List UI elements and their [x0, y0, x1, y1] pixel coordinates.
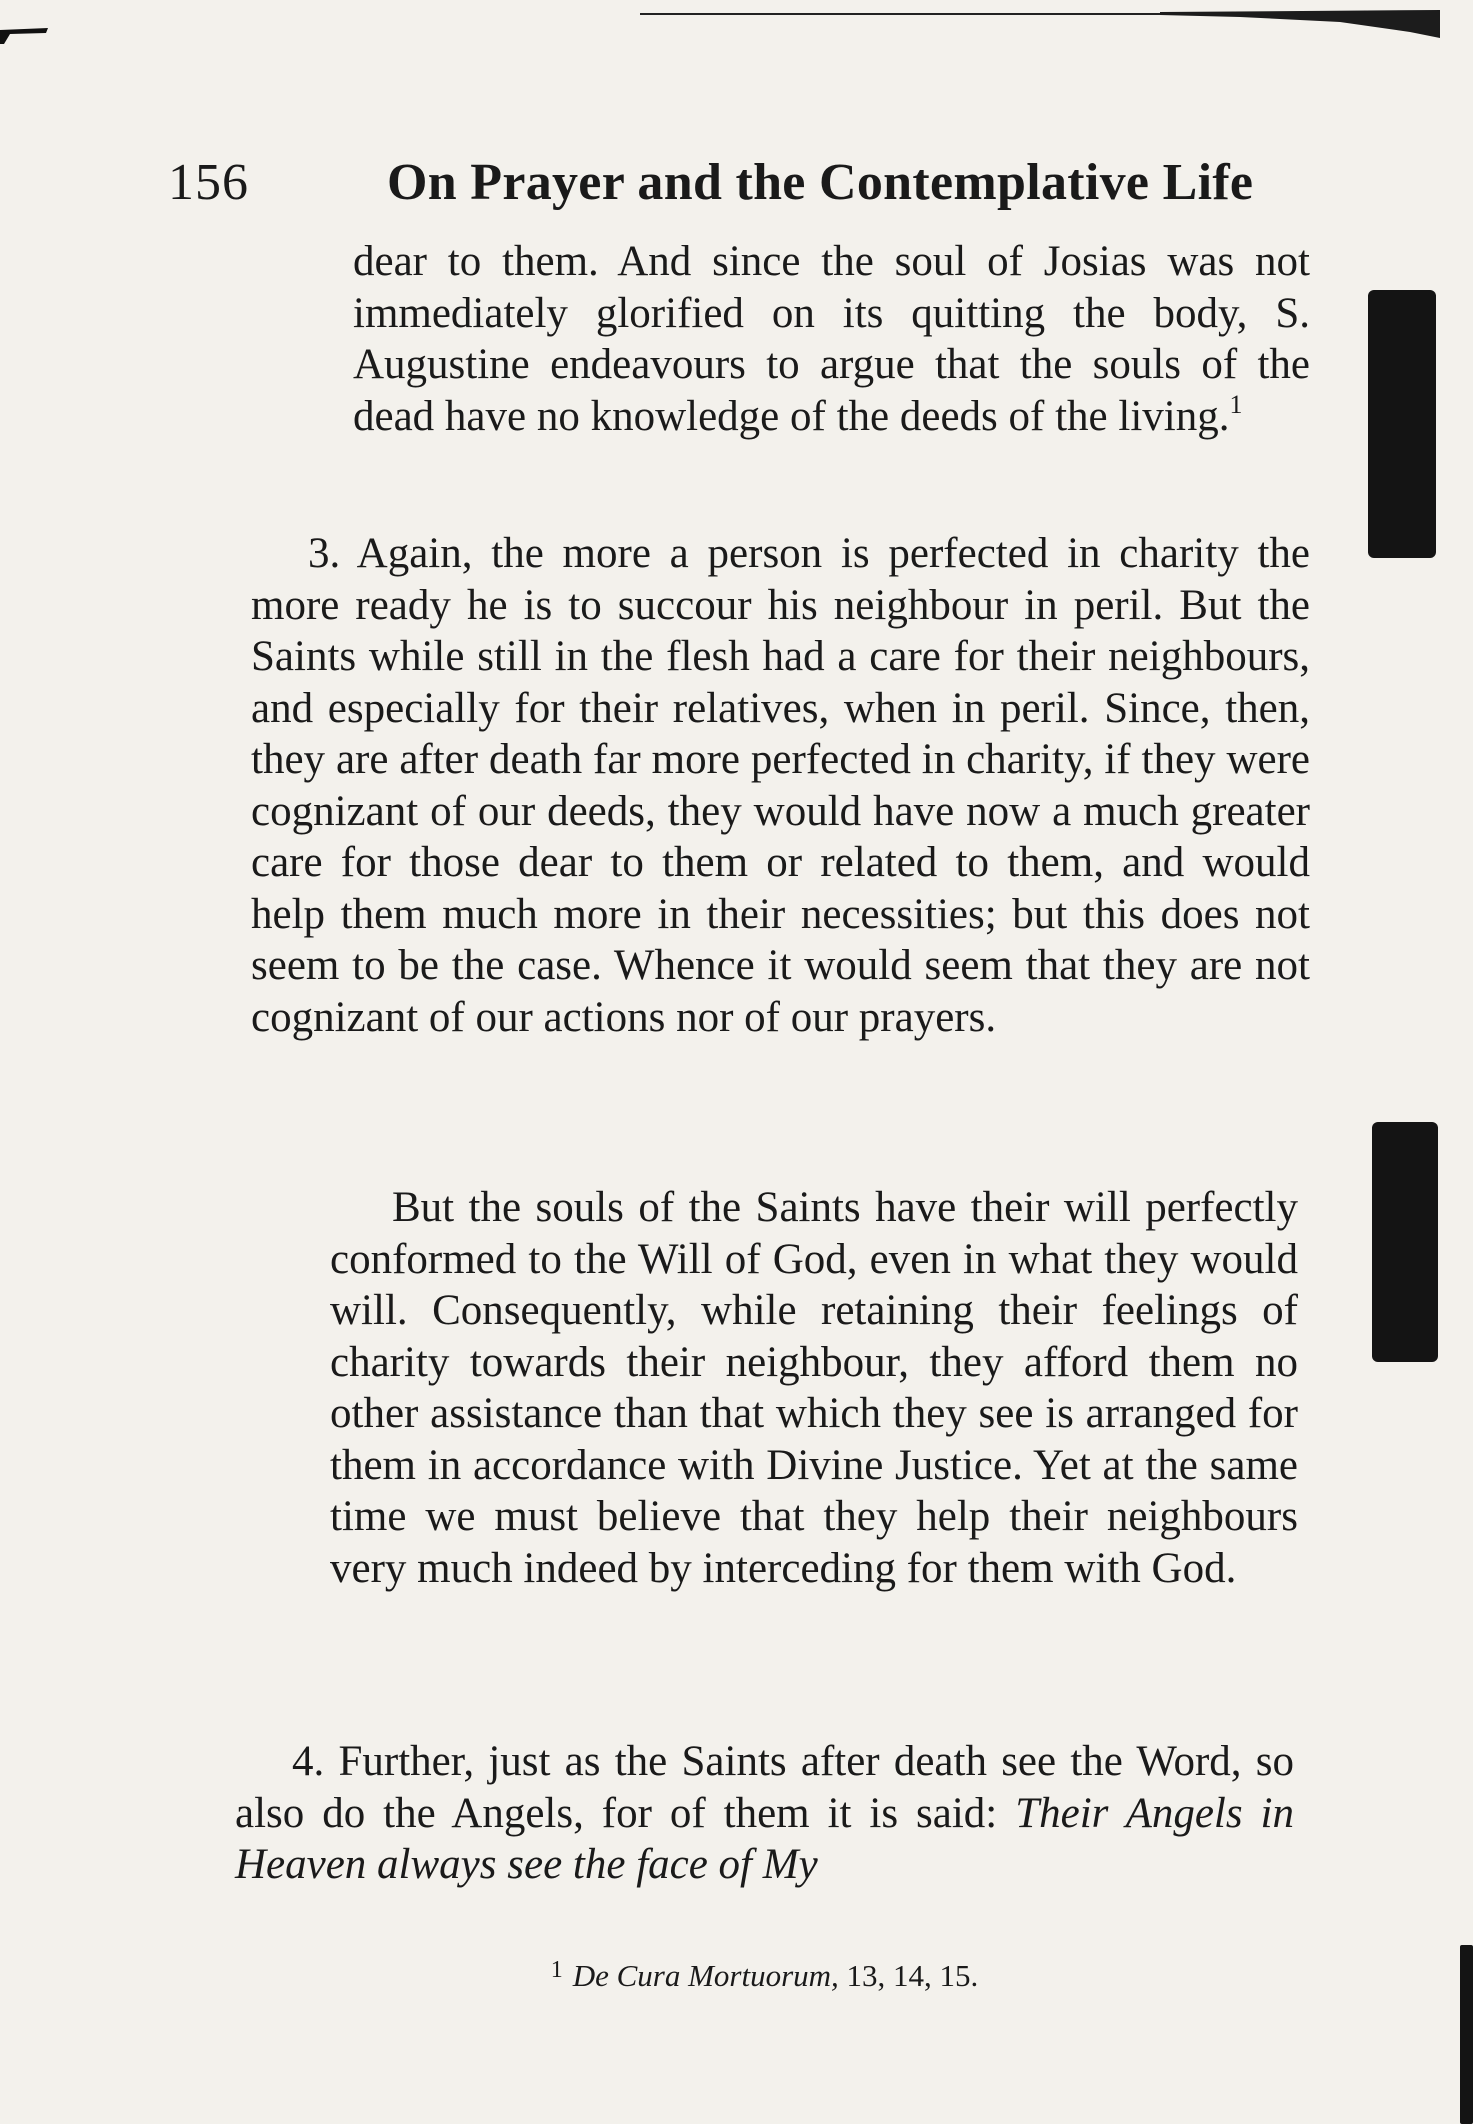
- footnote-reference: 1: [1229, 389, 1243, 419]
- paragraph-text: 3. Again, the more a person is perfected in charity the more ready he is to succour his neighbour in peril. But the Saints while still in the flesh had a care for their neighbours, and especially for their relatives, when in peril. Since, then, they are after death far more perfected in charity, if they were cognizant of our deeds, they would have now a much greater care for those dear to them or related to them, and would help them much more in their necessities; but this does not seem to be the case. Whence it would seem that they are not cognizant of our actions nor of our prayers.: [251, 530, 1310, 1041]
- scan-blob-middle: [1372, 1122, 1438, 1362]
- scripture-quotation: Their Angels in Heaven always see the face of My: [235, 1789, 1294, 1888]
- scan-rule-top: [640, 8, 1440, 38]
- scan-blob-lower: [1460, 1945, 1473, 2124]
- footnote-ref: 13, 14, 15.: [846, 1958, 979, 1993]
- footnote: [235, 1950, 1294, 1996]
- footnote-title: De Cura Mortuorum,: [572, 1958, 839, 1993]
- paragraph-text: dear to them. And since the soul of Josias was not immediately glorified on its quitting the body, S. Augustine endeavours to argue that the souls of the dead have no knowledge of the deeds of the living.: [353, 238, 1310, 440]
- paragraph-objection-4: [235, 1736, 1294, 1891]
- paragraph-reply-3: [330, 1182, 1298, 1594]
- paragraph-text: But the souls of the Saints have their will perfectly conformed to the Will of God, even in what they would will. Consequently, while retaining their feelings of charity towards their neighbour, they afford them no other assistance than that which they see is arranged for them in accordance with Divine Justice. Yet at the same time we must believe that they help their neighbours very much indeed by interceding for them with God.: [330, 1184, 1298, 1592]
- paragraph-text: 4. Further, just as the Saints after death see the Word, so also do the Angels, for of them it is said:: [235, 1738, 1294, 1837]
- paragraph-continuation: [353, 236, 1310, 442]
- page-number: 156: [168, 154, 249, 211]
- scan-mark-left: [0, 28, 48, 46]
- page-header: [168, 148, 1308, 218]
- paragraph-objection-3: [251, 528, 1310, 1043]
- running-title: On Prayer and the Contemplative Life: [387, 154, 1254, 211]
- scan-blob-upper: [1368, 290, 1436, 558]
- footnote-number: 1: [550, 1957, 563, 1983]
